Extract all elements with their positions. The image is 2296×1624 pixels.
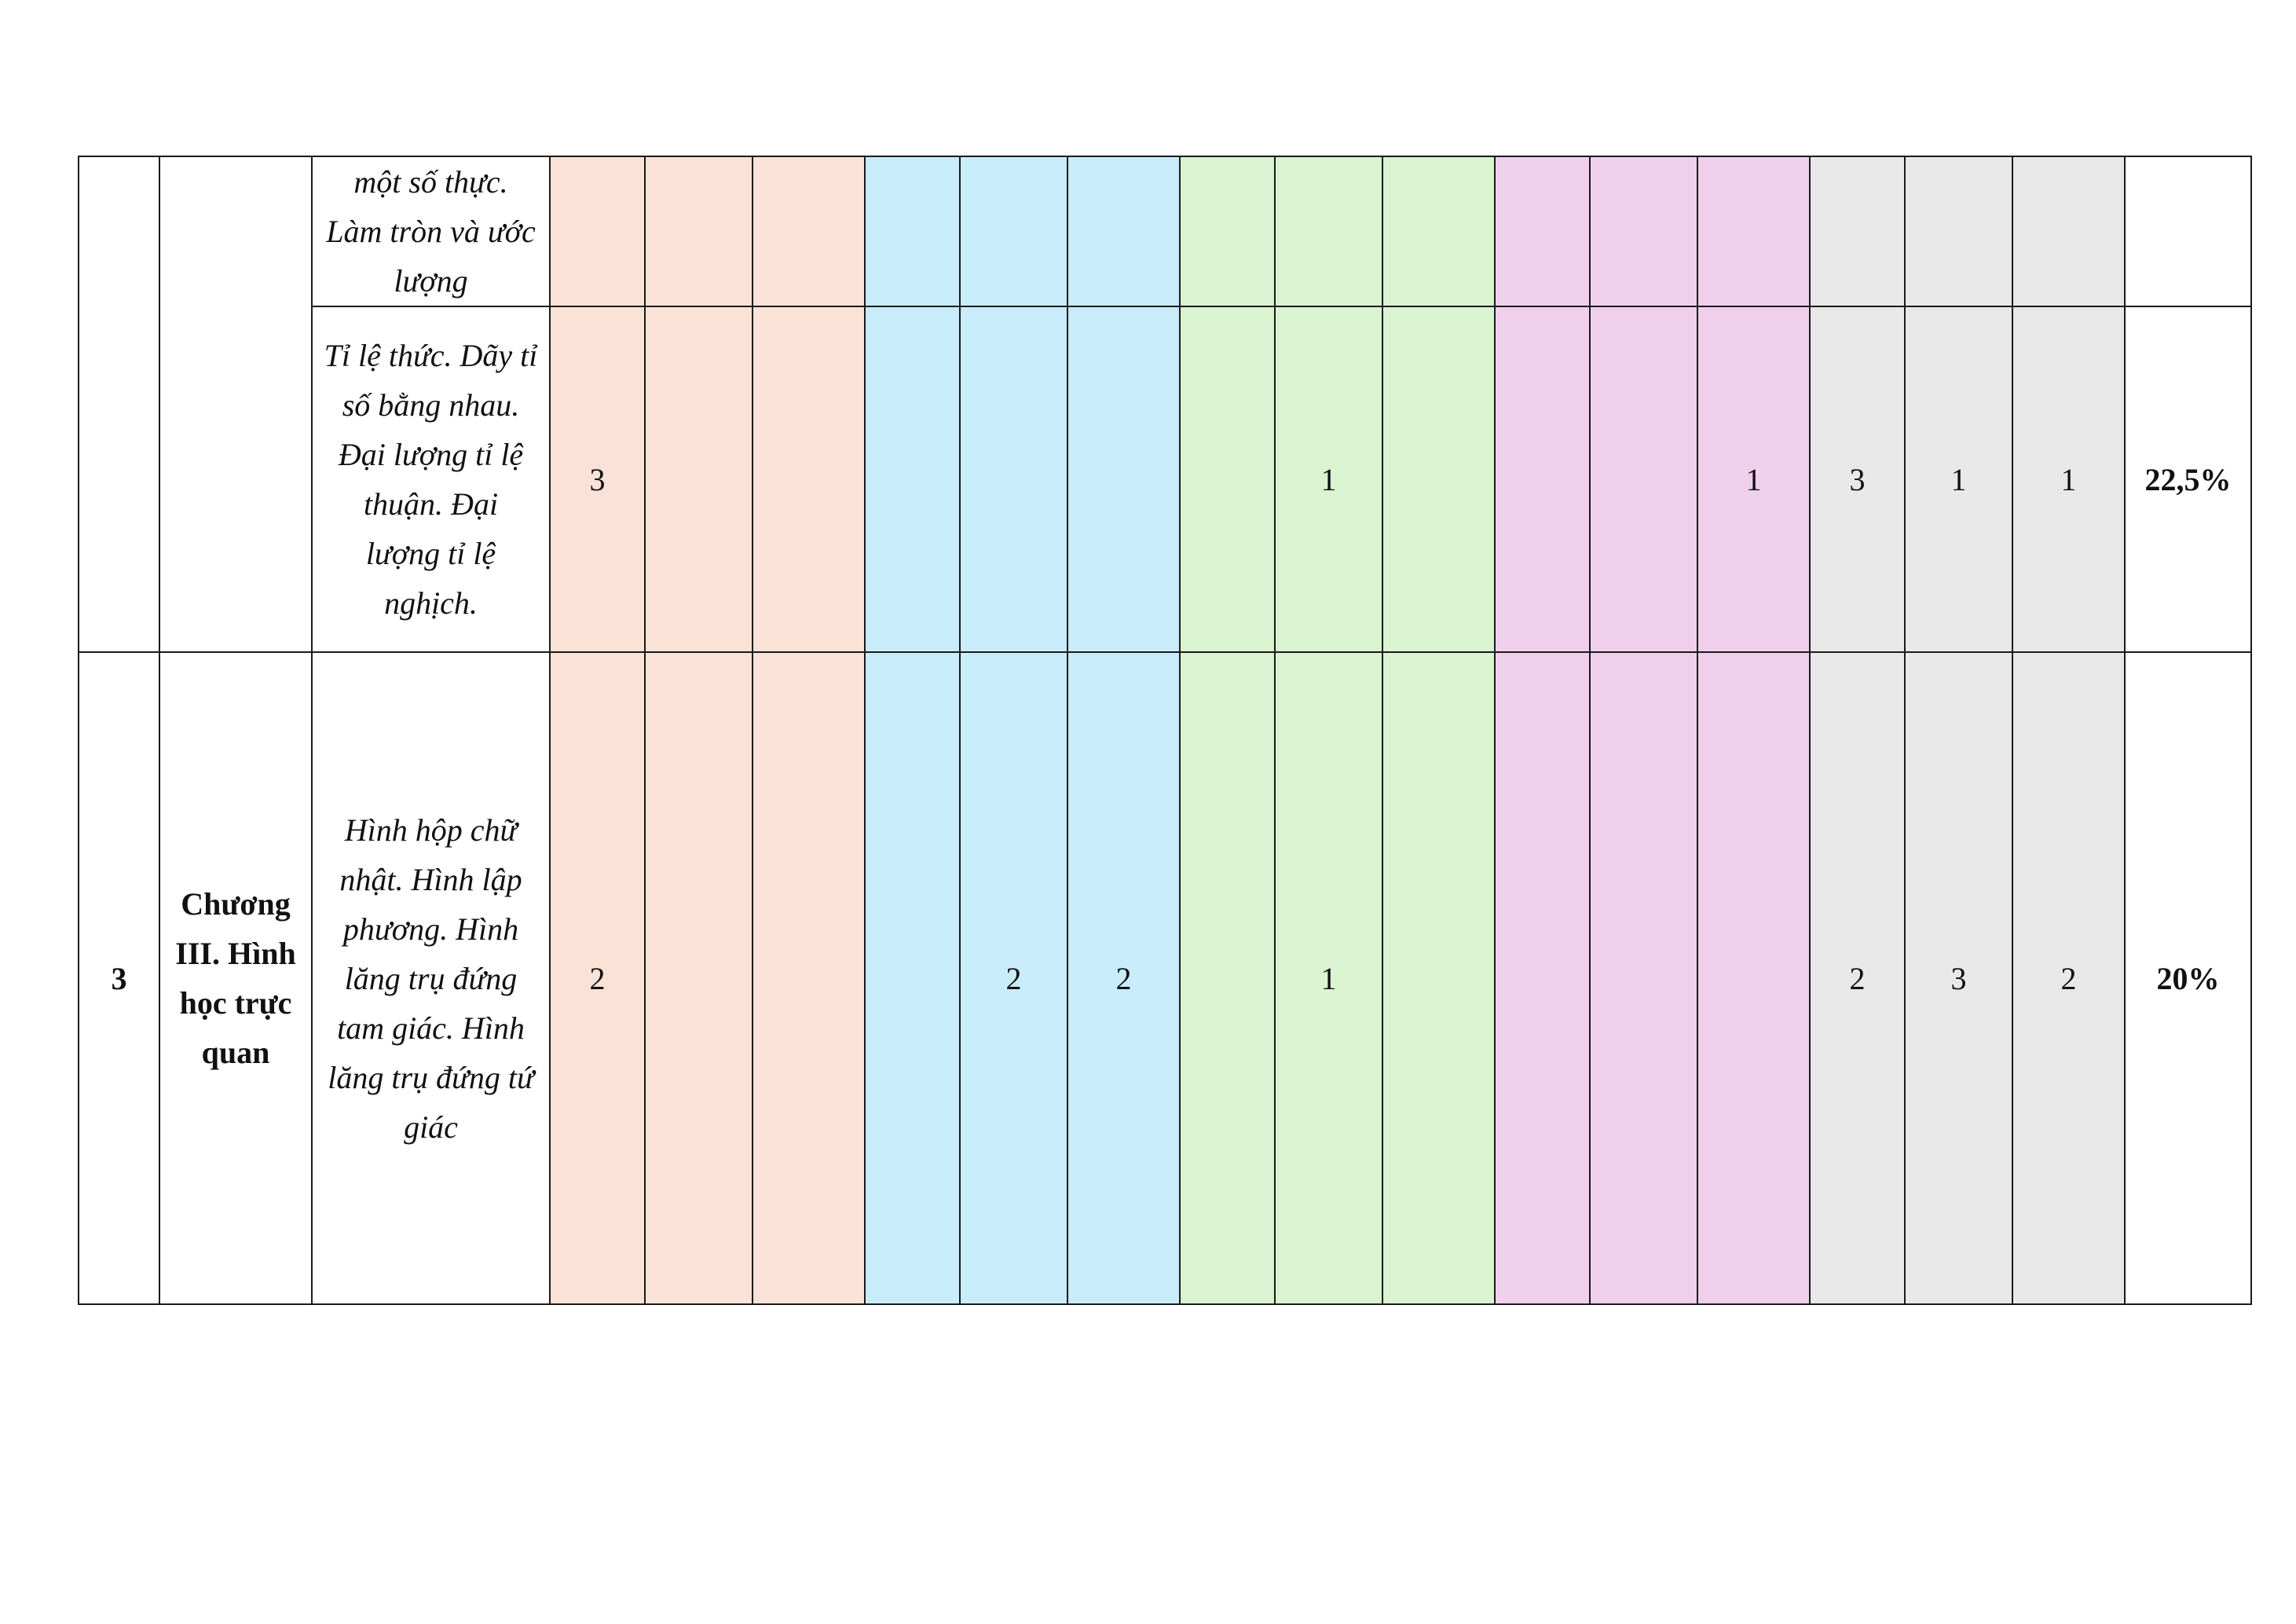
table-row [79,306,2251,652]
count-cell [2012,156,2125,306]
count-cell [1590,156,1697,306]
count-cell [1697,652,1810,1304]
count-cell [865,156,960,306]
assessment-matrix-table [78,156,2252,1305]
count-cell: 1 [2012,306,2125,652]
count-cell [960,306,1067,652]
count-cell [1590,652,1697,1304]
count-cell [960,156,1067,306]
topic-cell: Hình hộp chữ nhật. Hình lập phương. Hình lăng trụ đứng tam giác. Hình lăng trụ đứng tứ giác [312,652,550,1304]
count-cell [865,652,960,1304]
count-cell: 3 [1810,306,1905,652]
count-cell [1495,156,1590,306]
stt-cell [79,156,159,652]
count-cell: 2 [1810,652,1905,1304]
count-cell [1590,306,1697,652]
count-cell: 2 [550,652,645,1304]
topic-cell: một số thực. Làm tròn và ước lượng [312,156,550,306]
count-cell [645,652,753,1304]
count-cell [1495,652,1590,1304]
count-cell [1067,306,1180,652]
count-cell: 3 [550,306,645,652]
count-cell [753,306,865,652]
count-cell: 3 [1905,652,2012,1304]
count-cell [1275,156,1382,306]
count-cell: 1 [1275,306,1382,652]
count-cell [550,156,645,306]
count-cell [645,306,753,652]
count-cell [865,306,960,652]
count-cell: 1 [1905,306,2012,652]
chapter-cell [159,156,312,652]
count-cell [1382,306,1495,652]
count-cell [1382,652,1495,1304]
chapter-cell: Chương III. Hình học trực quan [159,652,312,1304]
count-cell: 2 [2012,652,2125,1304]
table-row [79,652,2251,1304]
count-cell: 2 [1067,652,1180,1304]
count-cell [1180,652,1275,1304]
table-row [79,156,2251,306]
count-cell [1810,156,1905,306]
count-cell [1905,156,2012,306]
count-cell [645,156,753,306]
topic-cell: Tỉ lệ thức. Dãy tỉ số bằng nhau. Đại lượng tỉ lệ thuận. Đại lượng tỉ lệ nghịch. [312,306,550,652]
count-cell [753,652,865,1304]
count-cell [1067,156,1180,306]
count-cell [1697,156,1810,306]
count-cell: 1 [1697,306,1810,652]
count-cell [1495,306,1590,652]
count-cell: 1 [1275,652,1382,1304]
count-cell: 2 [960,652,1067,1304]
count-cell [1180,306,1275,652]
stt-cell: 3 [79,652,159,1304]
percent-cell: 20% [2125,652,2251,1304]
count-cell [753,156,865,306]
count-cell [1180,156,1275,306]
percent-cell [2125,156,2251,306]
count-cell [1382,156,1495,306]
percent-cell: 22,5% [2125,306,2251,652]
